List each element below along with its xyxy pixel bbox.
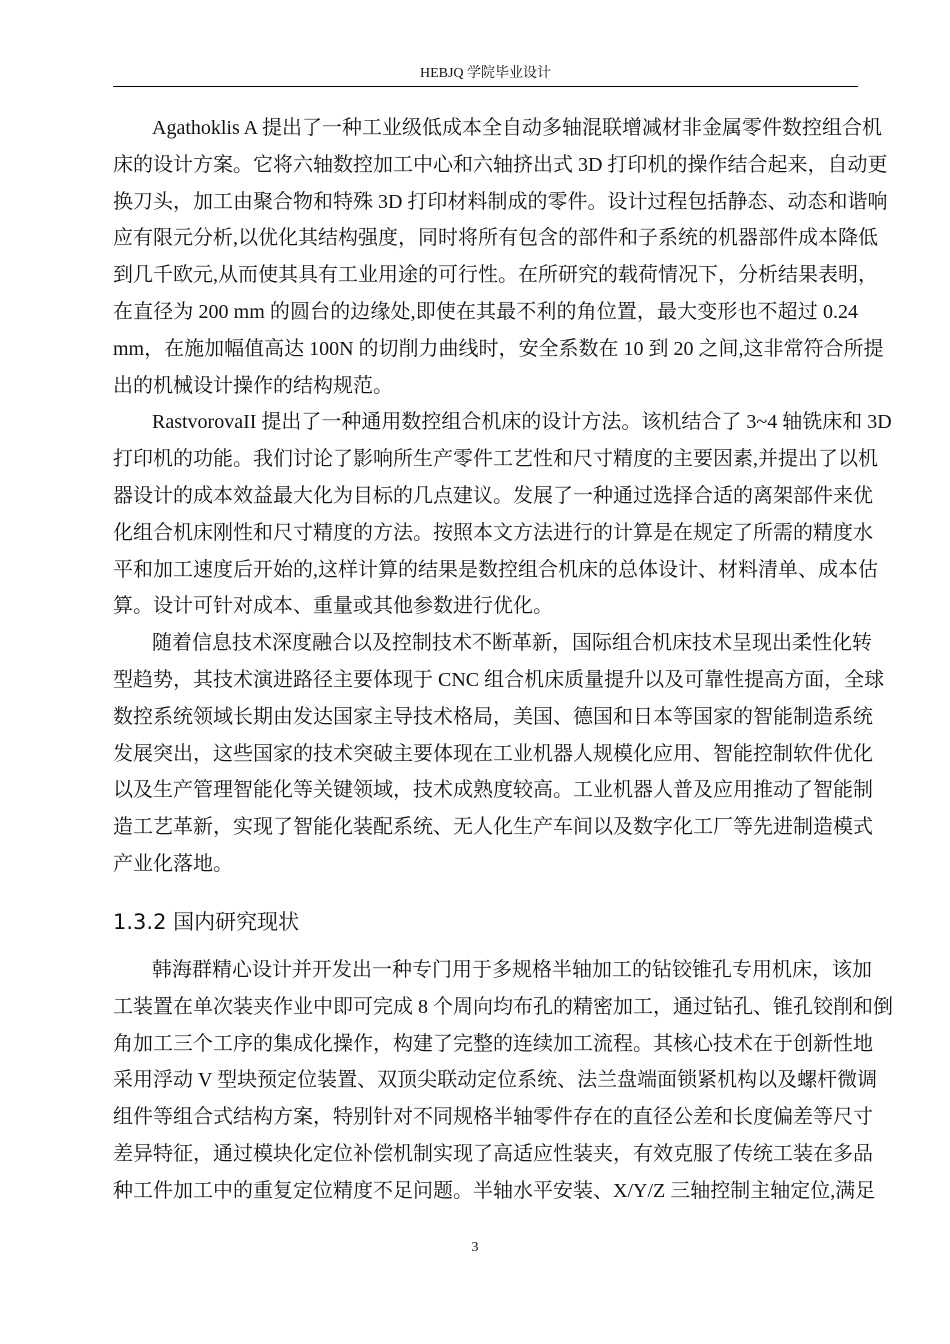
text-line: 工装置在单次装夹作业中即可完成 8 个周向均布孔的精密加工，通过钻孔、锥孔铰削和倒 — [113, 995, 893, 1018]
text-line: mm，在施加幅值高达 100N 的切削力曲线时，安全系数在 10 到 20 之间,这非常符合所提 — [113, 337, 884, 360]
paragraph — [113, 110, 888, 404]
paragraph — [113, 404, 892, 625]
text-line: 差异特征，通过模块化定位补偿机制实现了高适应性装夹，有效克服了传统工装在多品 — [113, 1142, 873, 1165]
text-line: 化组合机床刚性和尺寸精度的方法。按照本文方法进行的计算是在规定了所需的精度水 — [113, 521, 873, 544]
header-rule — [113, 86, 858, 87]
text-line: 器设计的成本效益最大化为目标的几点建议。发展了一种通过选择合适的离架部件来优 — [113, 484, 873, 507]
page-header: HEBJQ 学院毕业设计 — [419, 66, 552, 81]
text-line: 在直径为 200 mm 的圆台的边缘处,即使在其最不利的角位置，最大变形也不超过 0.24 — [113, 300, 858, 323]
text-line: 造工艺革新，实现了智能化装配系统、无人化生产车间以及数字化工厂等先进制造模式 — [113, 816, 873, 839]
page-number: 3 — [471, 1240, 479, 1255]
text-line: 以及生产管理智能化等关键领域，技术成熟度较高。工业机器人普及应用推动了智能制 — [113, 779, 873, 802]
text-line: 算。设计可针对成本、重量或其他参数进行优化。 — [113, 595, 553, 618]
paragraph-domestic-research — [113, 952, 893, 1210]
text-line: 采用浮动 V 型块预定位装置、双顶尖联动定位系统、法兰盘端面锁紧机构以及螺杆微调 — [113, 1069, 878, 1092]
paragraph — [113, 625, 885, 883]
text-line: 角加工三个工序的集成化操作，构建了完整的连续加工流程。其核心技术在于创新性地 — [113, 1032, 873, 1055]
text-line: 产业化落地。 — [113, 852, 233, 875]
text-line: 数控系统领域长期由发达国家主导技术格局，美国、德国和日本等国家的智能制造系统 — [113, 705, 873, 728]
text-line: 床的设计方案。它将六轴数控加工中心和六轴挤出式 3D 打印机的操作结合起来，自动更 — [113, 153, 888, 176]
paragraph — [113, 952, 893, 1210]
text-line: 型趋势，其技术演进路径主要体现于 CNC 组合机床质量提升以及可靠性提高方面，全球 — [113, 668, 885, 691]
text-line: 打印机的功能。我们讨论了影响所生产零件工艺性和尺寸精度的主要因素,并提出了以机 — [113, 448, 878, 471]
text-line: RastvorovaII 提出了一种通用数控组合机床的设计方法。该机结合了 3~4 轴铣床和 3D — [152, 411, 892, 434]
text-line: 随着信息技术深度融合以及控制技术不断革新，国际组合机床技术呈现出柔性化转 — [152, 632, 872, 655]
text-line: 种工件加工中的重复定位精度不足问题。半轴水平安装、X/Y/Z 三轴控制主轴定位,满足 — [113, 1179, 876, 1202]
text-line: 应有限元分析,以优化其结构强度，同时将所有包含的部件和子系统的机器部件成本降低 — [113, 227, 878, 250]
text-line: 发展突出，这些国家的技术突破主要体现在工业机器人规模化应用、智能控制软件优化 — [113, 742, 873, 765]
text-line: 韩海群精心设计并开发出一种专门用于多规格半轴加工的钻铰锥孔专用机床，该加 — [152, 959, 872, 981]
section-heading: 1.3.2 国内研究现状 — [113, 910, 300, 934]
text-line: 组件等组合式结构方案，特别针对不同规格半轴零件存在的直径公差和长度偏差等尺寸 — [113, 1106, 873, 1129]
text-line: 换刀头，加工由聚合物和特殊 3D 打印材料制成的零件。设计过程包括静态、动态和谐响 — [113, 190, 888, 213]
text-line: 到几千欧元,从而使其具有工业用途的可行性。在所研究的载荷情况下，分析结果表明， — [113, 264, 878, 287]
body-text — [113, 110, 892, 883]
text-line: 平和加工速度后开始的,这样计算的结果是数控组合机床的总体设计、材料清单、成本估 — [113, 558, 878, 581]
text-line: 出的机械设计操作的结构规范。 — [113, 374, 393, 397]
text-line: Agathoklis A 提出了一种工业级低成本全自动多轴混联增减材非金属零件数控组合机 — [152, 117, 883, 139]
